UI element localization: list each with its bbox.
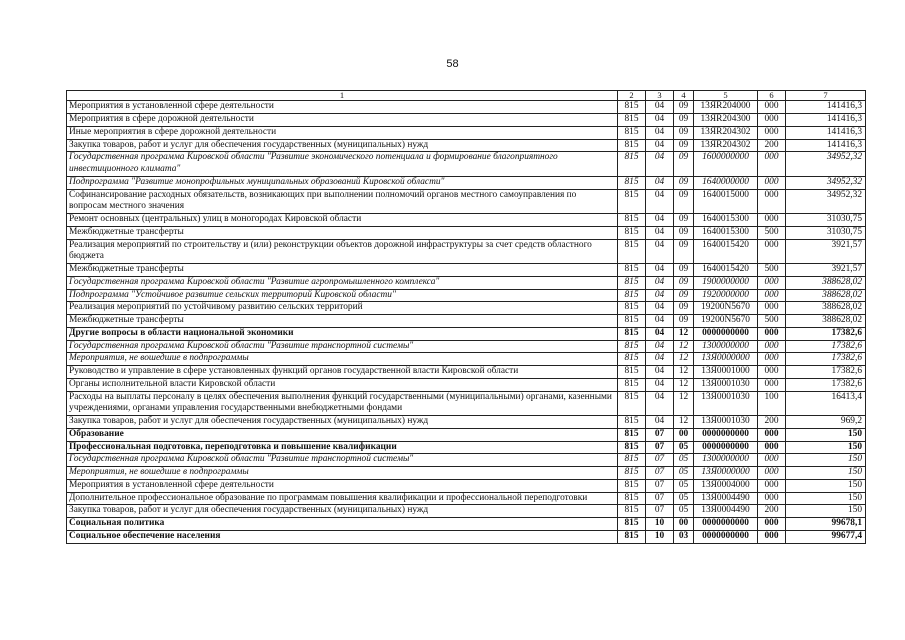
- row-ved: 815: [618, 214, 646, 227]
- header-cell-vr: 6: [758, 91, 786, 101]
- row-name: Государственная программа Кировской области "Развитие агропромышленного комплекса": [67, 276, 618, 289]
- row-rz: 07: [646, 492, 674, 505]
- row-name: Софинансирование расходных обязательств, возникающих при выполнении полномочий органов местного самоуправления по вопросам местного значения: [67, 189, 618, 214]
- row-vr: 000: [758, 114, 786, 127]
- row-sum: 17382,6: [786, 378, 866, 391]
- table-row: [67, 441, 866, 454]
- table-body: [67, 91, 866, 544]
- row-sum: 388628,02: [786, 276, 866, 289]
- row-rz: 04: [646, 114, 674, 127]
- row-ved: 815: [618, 441, 646, 454]
- row-csr: 13ЯR204300: [694, 114, 758, 127]
- row-vr: 200: [758, 416, 786, 429]
- row-ved: 815: [618, 239, 646, 264]
- row-pr: 05: [674, 479, 694, 492]
- row-pr: 03: [674, 530, 694, 543]
- row-vr: 000: [758, 239, 786, 264]
- row-sum: 141416,3: [786, 114, 866, 127]
- row-csr: 13Я0004000: [694, 479, 758, 492]
- row-pr: 09: [674, 126, 694, 139]
- row-rz: 07: [646, 441, 674, 454]
- row-vr: 000: [758, 302, 786, 315]
- row-rz: 10: [646, 530, 674, 543]
- row-vr: 000: [758, 530, 786, 543]
- row-ved: 815: [618, 353, 646, 366]
- row-sum: 17382,6: [786, 366, 866, 379]
- row-csr: 1640015000: [694, 189, 758, 214]
- row-rz: 04: [646, 126, 674, 139]
- row-pr: 09: [674, 214, 694, 227]
- row-rz: 04: [646, 366, 674, 379]
- row-sum: 150: [786, 454, 866, 467]
- row-csr: 19200N5670: [694, 302, 758, 315]
- row-name: Межбюджетные трансферты: [67, 226, 618, 239]
- row-rz: 07: [646, 467, 674, 480]
- row-pr: 12: [674, 353, 694, 366]
- budget-table: [66, 90, 866, 544]
- row-csr: 1640015420: [694, 239, 758, 264]
- table-row: [67, 479, 866, 492]
- row-sum: 141416,3: [786, 126, 866, 139]
- table-row: [67, 353, 866, 366]
- row-ved: 815: [618, 378, 646, 391]
- row-sum: 99677,4: [786, 530, 866, 543]
- row-csr: 0000000000: [694, 441, 758, 454]
- row-csr: 19200N5670: [694, 315, 758, 328]
- table-row: [67, 214, 866, 227]
- row-vr: 000: [758, 214, 786, 227]
- table-row: [67, 226, 866, 239]
- row-ved: 815: [618, 518, 646, 531]
- row-vr: 000: [758, 126, 786, 139]
- row-pr: 09: [674, 276, 694, 289]
- row-csr: 0000000000: [694, 428, 758, 441]
- row-sum: 150: [786, 479, 866, 492]
- row-rz: 04: [646, 139, 674, 152]
- row-csr: 13ЯR204302: [694, 139, 758, 152]
- table-row: [67, 139, 866, 152]
- row-pr: 12: [674, 366, 694, 379]
- row-ved: 815: [618, 428, 646, 441]
- row-csr: 1300000000: [694, 454, 758, 467]
- row-pr: 09: [674, 189, 694, 214]
- row-sum: 31030,75: [786, 226, 866, 239]
- row-name: Государственная программа Кировской области "Развитие транспортной системы": [67, 340, 618, 353]
- row-name: Мероприятия, не вошедшие в подпрограммы: [67, 353, 618, 366]
- table-row: [67, 378, 866, 391]
- row-name: Мероприятия в установленной сфере деятельности: [67, 479, 618, 492]
- row-csr: 1600000000: [694, 152, 758, 177]
- row-name: Другие вопросы в области национальной экономики: [67, 327, 618, 340]
- row-rz: 04: [646, 226, 674, 239]
- row-sum: 150: [786, 492, 866, 505]
- row-pr: 05: [674, 505, 694, 518]
- table-row: [67, 264, 866, 277]
- row-sum: 150: [786, 505, 866, 518]
- row-rz: 04: [646, 353, 674, 366]
- row-pr: 05: [674, 441, 694, 454]
- row-vr: 000: [758, 479, 786, 492]
- row-name: Закупка товаров, работ и услуг для обеспечения государственных (муниципальных) нужд: [67, 505, 618, 518]
- row-rz: 04: [646, 327, 674, 340]
- row-pr: 09: [674, 315, 694, 328]
- row-ved: 815: [618, 226, 646, 239]
- row-ved: 815: [618, 479, 646, 492]
- row-name: Профессиональная подготовка, переподготовка и повышение квалификации: [67, 441, 618, 454]
- table-row: [67, 126, 866, 139]
- row-sum: 141416,3: [786, 139, 866, 152]
- row-rz: 10: [646, 518, 674, 531]
- row-sum: 34952,32: [786, 189, 866, 214]
- row-rz: 04: [646, 176, 674, 189]
- row-sum: 17382,6: [786, 327, 866, 340]
- row-ved: 815: [618, 302, 646, 315]
- row-pr: 09: [674, 289, 694, 302]
- row-sum: 150: [786, 467, 866, 480]
- row-csr: 0000000000: [694, 518, 758, 531]
- table-header-row: [67, 91, 866, 101]
- row-name: Государственная программа Кировской области "Развитие экономического потенциала и формирование благоприятного инвестиционного климата": [67, 152, 618, 177]
- row-ved: 815: [618, 530, 646, 543]
- row-sum: 3921,57: [786, 264, 866, 277]
- row-sum: 3921,57: [786, 239, 866, 264]
- row-vr: 000: [758, 378, 786, 391]
- header-cell-name: 1: [67, 91, 618, 101]
- row-vr: 000: [758, 454, 786, 467]
- row-ved: 815: [618, 340, 646, 353]
- row-csr: 13Я0004490: [694, 492, 758, 505]
- table-row: [67, 276, 866, 289]
- row-name: Закупка товаров, работ и услуг для обеспечения государственных (муниципальных) нужд: [67, 139, 618, 152]
- row-rz: 07: [646, 505, 674, 518]
- header-cell-rz: 3: [646, 91, 674, 101]
- row-pr: 00: [674, 518, 694, 531]
- table-row: [67, 239, 866, 264]
- header-cell-pr: 4: [674, 91, 694, 101]
- table-row: [67, 302, 866, 315]
- row-vr: 000: [758, 467, 786, 480]
- row-name: Межбюджетные трансферты: [67, 264, 618, 277]
- row-name: Подпрограмма "Развитие монопрофильных муниципальных образований Кировской области": [67, 176, 618, 189]
- row-name: Межбюджетные трансферты: [67, 315, 618, 328]
- row-name: Реализация мероприятий по строительству и (или) реконструкции объектов дорожной инфраструктуры за счет средств областного бюджета: [67, 239, 618, 264]
- row-vr: 200: [758, 139, 786, 152]
- row-ved: 815: [618, 416, 646, 429]
- row-sum: 388628,02: [786, 302, 866, 315]
- row-rz: 04: [646, 276, 674, 289]
- row-rz: 04: [646, 302, 674, 315]
- page-number: 58: [446, 58, 459, 70]
- row-csr: 13Я0001030: [694, 391, 758, 416]
- row-pr: 12: [674, 327, 694, 340]
- row-vr: 000: [758, 152, 786, 177]
- row-csr: 0000000000: [694, 530, 758, 543]
- row-sum: 99678,1: [786, 518, 866, 531]
- row-ved: 815: [618, 454, 646, 467]
- row-ved: 815: [618, 391, 646, 416]
- row-name: Социальная политика: [67, 518, 618, 531]
- row-pr: 12: [674, 391, 694, 416]
- row-rz: 04: [646, 340, 674, 353]
- row-pr: 00: [674, 428, 694, 441]
- row-csr: 1640015300: [694, 214, 758, 227]
- row-name: Руководство и управление в сфере установленных функций органов государственной власти Кировской области: [67, 366, 618, 379]
- row-pr: 09: [674, 101, 694, 114]
- row-vr: 000: [758, 428, 786, 441]
- row-name: Образование: [67, 428, 618, 441]
- row-vr: 000: [758, 276, 786, 289]
- row-pr: 09: [674, 139, 694, 152]
- table-row: [67, 492, 866, 505]
- row-vr: 000: [758, 289, 786, 302]
- row-pr: 09: [674, 114, 694, 127]
- row-ved: 815: [618, 176, 646, 189]
- row-pr: 05: [674, 454, 694, 467]
- table-row: [67, 505, 866, 518]
- row-csr: 0000000000: [694, 327, 758, 340]
- row-csr: 13Я0001000: [694, 366, 758, 379]
- row-rz: 07: [646, 428, 674, 441]
- table-row: [67, 327, 866, 340]
- row-rz: 04: [646, 416, 674, 429]
- row-pr: 09: [674, 152, 694, 177]
- row-csr: 1640015300: [694, 226, 758, 239]
- row-pr: 09: [674, 226, 694, 239]
- row-name: Расходы на выплаты персоналу в целях обеспечения выполнения функций государственными (муниципальными) органами, казенными учреждениями, органами управления государственными внебюджетными фондами: [67, 391, 618, 416]
- row-ved: 815: [618, 327, 646, 340]
- row-rz: 04: [646, 264, 674, 277]
- row-sum: 31030,75: [786, 214, 866, 227]
- row-vr: 000: [758, 441, 786, 454]
- row-pr: 09: [674, 176, 694, 189]
- row-name: Мероприятия в установленной сфере деятельности: [67, 101, 618, 114]
- row-ved: 815: [618, 366, 646, 379]
- row-name: Закупка товаров, работ и услуг для обеспечения государственных (муниципальных) нужд: [67, 416, 618, 429]
- row-rz: 04: [646, 315, 674, 328]
- row-name: Иные мероприятия в сфере дорожной деятельности: [67, 126, 618, 139]
- row-ved: 815: [618, 126, 646, 139]
- table-row: [67, 315, 866, 328]
- row-rz: 04: [646, 289, 674, 302]
- row-rz: 07: [646, 454, 674, 467]
- row-name: Мероприятия в сфере дорожной деятельности: [67, 114, 618, 127]
- row-csr: 13Я0001030: [694, 378, 758, 391]
- row-ved: 815: [618, 101, 646, 114]
- row-vr: 000: [758, 101, 786, 114]
- table-row: [67, 391, 866, 416]
- row-pr: 05: [674, 492, 694, 505]
- row-rz: 04: [646, 391, 674, 416]
- table-row: [67, 518, 866, 531]
- row-vr: 000: [758, 340, 786, 353]
- row-sum: 969,2: [786, 416, 866, 429]
- table-row: [67, 189, 866, 214]
- table-row: [67, 289, 866, 302]
- row-ved: 815: [618, 114, 646, 127]
- row-sum: 16413,4: [786, 391, 866, 416]
- row-csr: 13Я0001030: [694, 416, 758, 429]
- row-name: Подпрограмма "Устойчивое развитие сельских территорий Кировской области": [67, 289, 618, 302]
- row-vr: 000: [758, 353, 786, 366]
- row-vr: 100: [758, 391, 786, 416]
- row-rz: 04: [646, 239, 674, 264]
- row-pr: 09: [674, 302, 694, 315]
- row-rz: 04: [646, 101, 674, 114]
- table-row: [67, 366, 866, 379]
- row-name: Органы исполнительной власти Кировской области: [67, 378, 618, 391]
- row-rz: 04: [646, 189, 674, 214]
- row-vr: 500: [758, 226, 786, 239]
- row-sum: 34952,32: [786, 152, 866, 177]
- row-ved: 815: [618, 276, 646, 289]
- table-row: [67, 101, 866, 114]
- table-row: [67, 152, 866, 177]
- row-pr: 12: [674, 378, 694, 391]
- row-vr: 500: [758, 315, 786, 328]
- row-sum: 388628,02: [786, 315, 866, 328]
- row-vr: 000: [758, 189, 786, 214]
- row-name: Дополнительное профессиональное образование по программам повышения квалификации и профессиональной переподготовки: [67, 492, 618, 505]
- row-sum: 17382,6: [786, 340, 866, 353]
- row-rz: 07: [646, 479, 674, 492]
- row-rz: 04: [646, 214, 674, 227]
- row-ved: 815: [618, 139, 646, 152]
- row-csr: 13Я0000000: [694, 353, 758, 366]
- row-sum: 150: [786, 428, 866, 441]
- row-ved: 815: [618, 264, 646, 277]
- row-sum: 17382,6: [786, 353, 866, 366]
- row-ved: 815: [618, 289, 646, 302]
- header-cell-ved: 2: [618, 91, 646, 101]
- table-row: [67, 530, 866, 543]
- table-row: [67, 340, 866, 353]
- row-ved: 815: [618, 315, 646, 328]
- row-name: Социальное обеспечение населения: [67, 530, 618, 543]
- row-vr: 000: [758, 366, 786, 379]
- row-vr: 000: [758, 176, 786, 189]
- row-ved: 815: [618, 152, 646, 177]
- row-name: Ремонт основных (центральных) улиц в моногородах Кировской области: [67, 214, 618, 227]
- table-row: [67, 428, 866, 441]
- header-cell-csr: 5: [694, 91, 758, 101]
- row-ved: 815: [618, 467, 646, 480]
- row-pr: 05: [674, 467, 694, 480]
- row-pr: 09: [674, 264, 694, 277]
- row-csr: 13Я0004490: [694, 505, 758, 518]
- row-csr: 1640000000: [694, 176, 758, 189]
- row-name: Государственная программа Кировской области "Развитие транспортной системы": [67, 454, 618, 467]
- table-row: [67, 416, 866, 429]
- table-row: [67, 114, 866, 127]
- row-rz: 04: [646, 152, 674, 177]
- row-csr: 1920000000: [694, 289, 758, 302]
- row-sum: 34952,32: [786, 176, 866, 189]
- row-pr: 09: [674, 239, 694, 264]
- row-rz: 04: [646, 378, 674, 391]
- row-vr: 000: [758, 327, 786, 340]
- row-vr: 000: [758, 492, 786, 505]
- row-name: Мероприятия, не вошедшие в подпрограммы: [67, 467, 618, 480]
- row-vr: 200: [758, 505, 786, 518]
- table-row: [67, 176, 866, 189]
- row-csr: 1640015420: [694, 264, 758, 277]
- row-csr: 1900000000: [694, 276, 758, 289]
- row-sum: 150: [786, 441, 866, 454]
- row-csr: 13ЯR204302: [694, 126, 758, 139]
- row-vr: 500: [758, 264, 786, 277]
- row-sum: 141416,3: [786, 101, 866, 114]
- row-vr: 000: [758, 518, 786, 531]
- row-ved: 815: [618, 492, 646, 505]
- row-pr: 12: [674, 340, 694, 353]
- row-ved: 815: [618, 505, 646, 518]
- row-name: Реализация мероприятий по устойчивому развитию сельских территорий: [67, 302, 618, 315]
- row-pr: 12: [674, 416, 694, 429]
- table-row: [67, 467, 866, 480]
- table-row: [67, 454, 866, 467]
- row-csr: 13ЯR204000: [694, 101, 758, 114]
- header-cell-sum: 7: [786, 91, 866, 101]
- row-csr: 1300000000: [694, 340, 758, 353]
- row-ved: 815: [618, 189, 646, 214]
- row-sum: 388628,02: [786, 289, 866, 302]
- row-csr: 13Я0000000: [694, 467, 758, 480]
